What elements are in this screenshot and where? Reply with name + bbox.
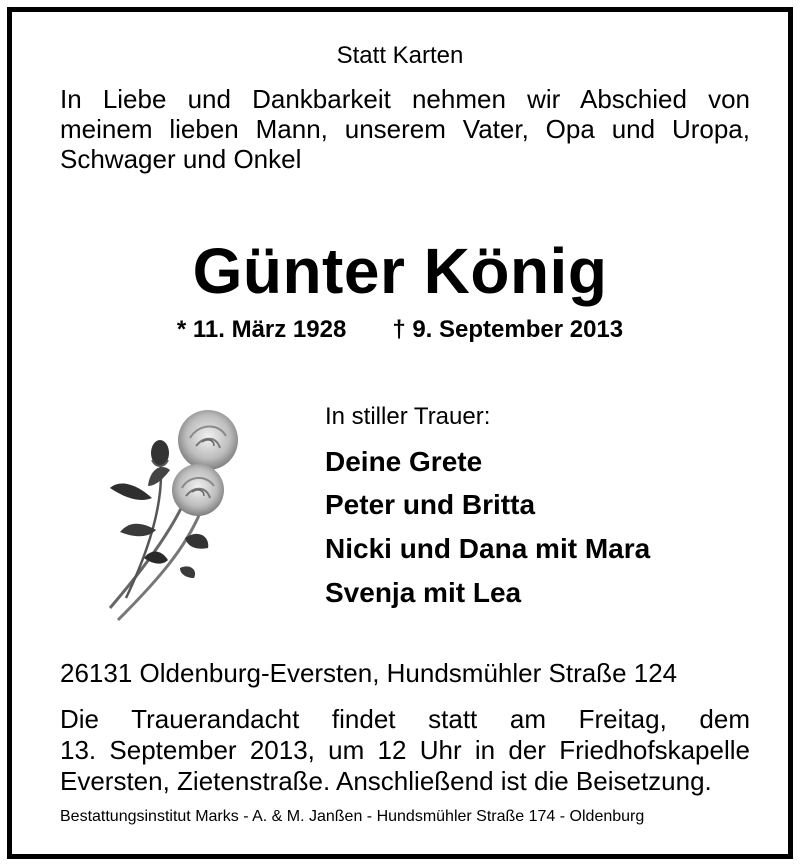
intro-text [60, 84, 750, 174]
funeral-home: Bestattungsinstitut Marks - A. & M. Janßen - Hundsmühler Straße 174 - Oldenburg [60, 808, 645, 825]
deceased-name: Günter König [192, 235, 608, 307]
family-address: 26131 Oldenburg-Eversten, Hundsmühler Straße 124 [60, 658, 678, 688]
service-line: 13. September 2013, um 12 Uhr in der Friedhofskapelle [60, 735, 750, 765]
mourner-name: Svenja mit Lea [325, 577, 522, 608]
intro-line: meinem lieben Mann, unserem Vater, Opa und Uropa, [60, 114, 750, 144]
mourner-name: Nicki und Dana mit Mara [325, 533, 651, 564]
death-date: † 9. September 2013 [392, 316, 624, 343]
mourner-name: Deine Grete [325, 446, 483, 477]
birth-date: * 11. März 1928 [176, 316, 347, 343]
salutation: Statt Karten [336, 42, 464, 69]
life-dates [12, 316, 788, 344]
mourning-label: In stiller Trauer: [325, 403, 491, 430]
service-line: Die Trauerandacht findet statt am Freitag, dem [60, 704, 750, 734]
intro-line: Schwager und Onkel [60, 144, 302, 174]
obituary-frame [7, 7, 793, 859]
service-info [60, 704, 750, 797]
service-line: Eversten, Zietenstraße. Anschließend ist die Beisetzung. [60, 766, 712, 796]
rose-icon [90, 398, 250, 628]
intro-line: In Liebe und Dankbarkeit nehmen wir Abschied von [60, 84, 750, 114]
mourner-name: Peter und Britta [325, 489, 536, 520]
